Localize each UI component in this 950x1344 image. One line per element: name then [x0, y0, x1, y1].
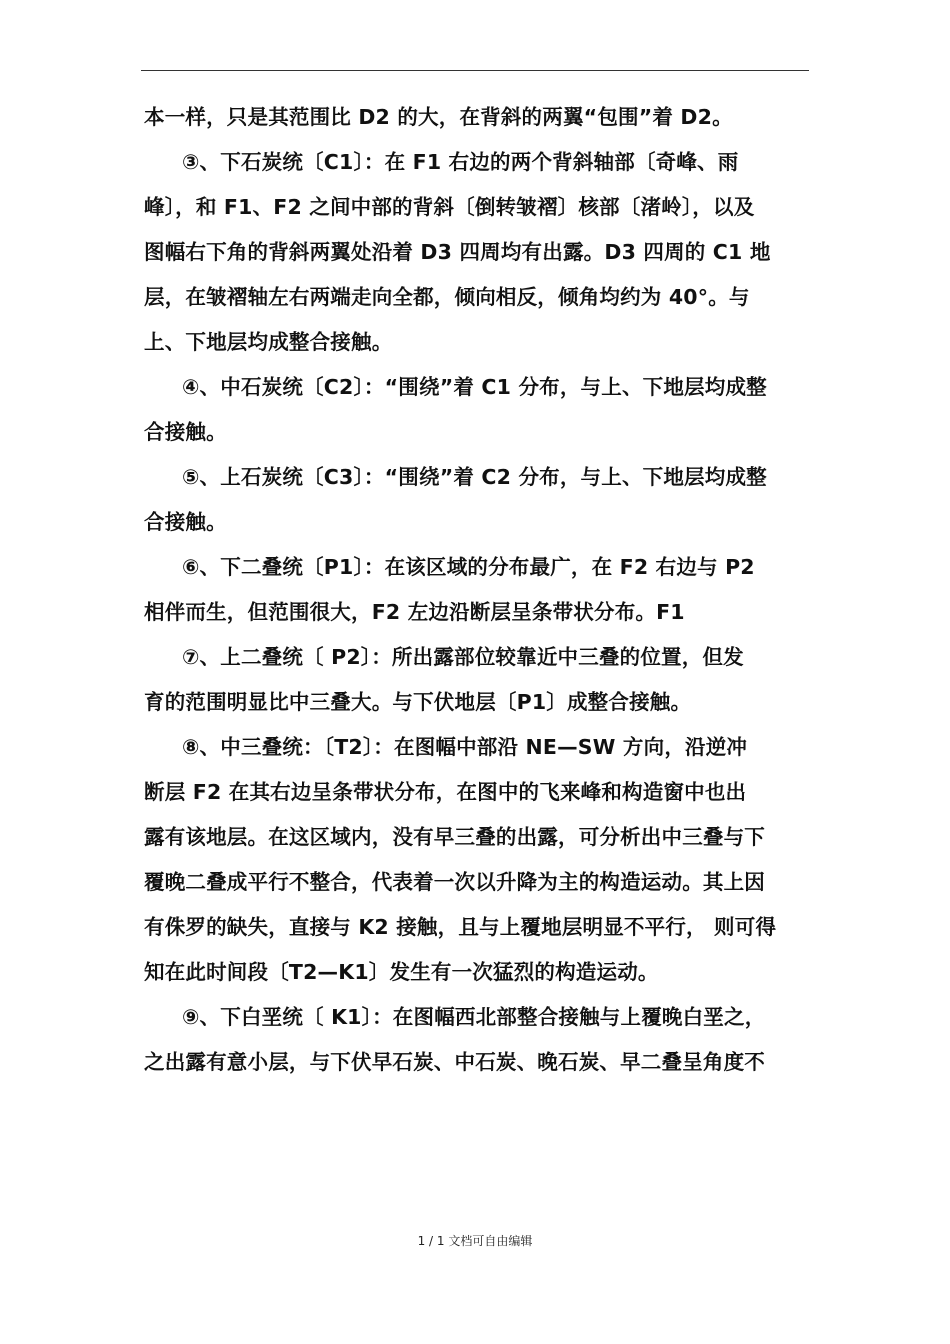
text-line: 育的范围明显比中三叠大。与下伏地层〔P1〕成整合接触。 — [144, 690, 692, 714]
text-line: 露有该地层。在这区域内，没有早三叠的出露，可分析出中三叠与下 — [144, 825, 765, 849]
text-line: 有侏罗的缺失，直接与 K2 接触，且与上覆地层明显不平行， 则可得 — [144, 915, 777, 939]
text-line: ⑧、中三叠统：〔T2〕：在图幅中部沿 NE—SW 方向，沿逆冲 — [182, 735, 748, 759]
text-line: 之出露有意小层，与下伏早石炭、中石炭、晚石炭、早二叠呈角度不 — [144, 1050, 765, 1074]
text-line: 图幅右下角的背斜两翼处沿着 D3 四周均有出露。D3 四周的 C1 地 — [144, 240, 771, 264]
header-rule — [141, 70, 809, 71]
text-line: 本一样，只是其范围比 D2 的大，在背斜的两翼“包围”着 D2。 — [144, 105, 733, 129]
text-line: ③、下石炭统〔C1〕：在 F1 右边的两个背斜轴部〔奇峰、雨 — [182, 150, 739, 174]
text-line: ⑦、上二叠统〔 P2〕：所出露部位较靠近中三叠的位置，但发 — [182, 645, 744, 669]
text-line: 合接触。 — [144, 420, 227, 444]
text-line: 合接触。 — [144, 510, 227, 534]
text-line: ⑥、下二叠统〔P1〕：在该区域的分布最广，在 F2 右边与 P2 — [182, 555, 755, 579]
text-line: ⑤、上石炭统〔C3〕：“围绕”着 C2 分布，与上、下地层均成整 — [182, 465, 767, 489]
text-line: 知在此时间段〔T2—K1〕发生有一次猛烈的构造运动。 — [144, 960, 659, 984]
text-line: 峰〕，和 F1、F2 之间中部的背斜〔倒转皱褶〕核部〔渚岭〕，以及 — [144, 195, 755, 219]
text-line: 断层 F2 在其右边呈条带状分布，在图中的飞来峰和构造窗中也出 — [144, 780, 747, 804]
text-line: 相伴而生，但范围很大，F2 左边沿断层呈条带状分布。F1 — [144, 600, 685, 624]
text-line: ⑨、下白垩统〔 K1〕：在图幅西北部整合接触与上覆晚白垩之， — [182, 1005, 766, 1029]
page-footer: 1 / 1 文档可自由编辑 — [417, 1234, 533, 1248]
text-line: 上、下地层均成整合接触。 — [144, 330, 393, 354]
text-line: 覆晚二叠成平行不整合，代表着一次以升降为主的构造运动。其上因 — [144, 870, 765, 894]
text-line: ④、中石炭统〔C2〕：“围绕”着 C1 分布，与上、下地层均成整 — [182, 375, 767, 399]
text-line: 层，在皱褶轴左右两端走向全都，倾向相反，倾角均约为 40°。与 — [144, 285, 750, 309]
